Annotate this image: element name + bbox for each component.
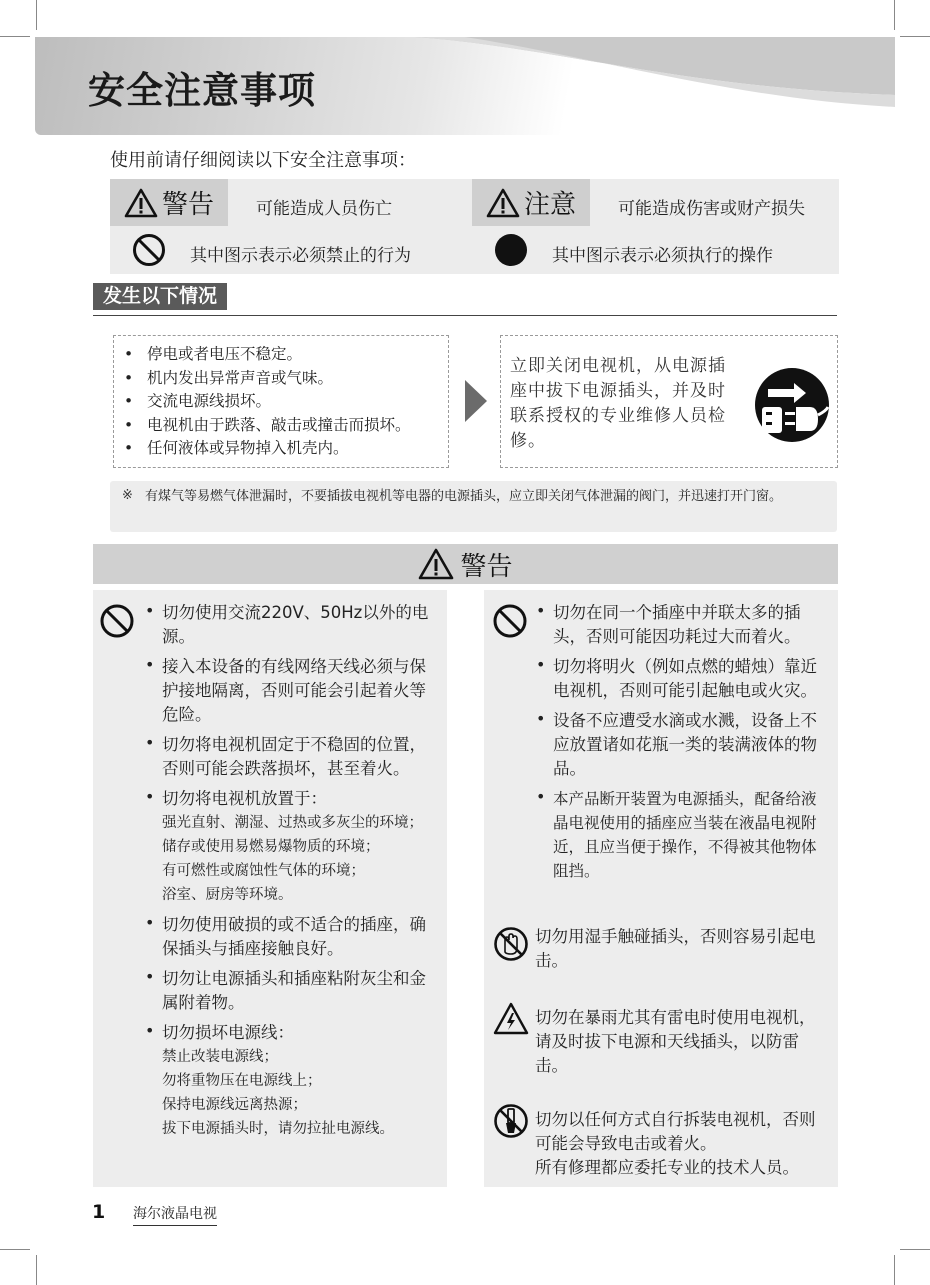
list-subitem: 强光直射、潮湿、过热或多灰尘的环境； [162,815,423,831]
page-title: 安全注意事项 [88,69,316,112]
warning-triangle-icon [418,548,454,580]
list-item [144,967,439,1015]
list-item-text: • 本产品断开装置为电源插头，配备给液晶电视使用的插座应当装在液晶电视附近，且应当便于操作，不得被其他物体阻挡。 [553,790,817,880]
mandatory-dot-icon [494,233,528,267]
crop-mark [0,36,30,37]
list-item [535,601,825,649]
list-item: • 机内发出异常声音或气味。 [122,367,411,391]
warning-desc: 可能造成人员伤亡 [256,199,392,219]
action-text: 立即关闭电视机，从电源插座中拔下电源插头，并及时联系授权的专业维修人员检修。 [510,356,726,451]
electric-shock-icon [493,1001,529,1037]
prohibited-icon [132,233,166,267]
list-item: • 停电或者电压不稳定。 [122,343,411,367]
list-item-text: • 切勿在同一个插座中并联太多的插头，否则可能因功耗过大而着火。 [553,603,801,646]
list-subitem: 拔下电源插头时，请勿拉扯电源线。 [162,1121,394,1137]
section-heading: 发生以下情况 [93,283,227,310]
arrow-right-icon [465,380,487,422]
caution-tag [472,179,590,226]
list-subitem: 储存或使用易燃易爆物质的环境； [162,839,380,855]
list-item: • 电视机由于跌落、敲击或撞击而损坏。 [122,414,411,438]
footer-brand: 海尔液晶电视 [133,1203,217,1226]
list-subitem: 禁止改装电源线； [162,1049,278,1065]
crop-mark [36,0,37,30]
prohibited-icon [492,603,528,639]
crop-mark [0,1249,30,1250]
warning-left-list [144,601,439,1147]
caution-tag-label: 注意 [523,190,576,220]
warning-triangle-icon [124,188,158,218]
warning-band [93,544,838,584]
lightning-text: 切勿在暴雨尤其有雷电时使用电视机，请及时拔下电源和天线插头，以防雷击。 [535,1008,816,1075]
list-subitem: 保持电源线远离热源； [162,1097,307,1113]
list-item: • 交流电源线损坏。 [122,390,411,414]
crop-mark [900,36,930,37]
list-item: • 任何液体或异物掉入机壳内。 [122,437,411,461]
situations-list [122,343,411,461]
wet-hands-text: 切勿用湿手触碰插头，否则容易引起电击。 [535,927,816,970]
caution-desc: 可能造成伤害或财产损失 [618,199,805,219]
list-item [144,1021,439,1141]
no-disassembly-icon [493,1103,529,1139]
list-item-text: • 切勿使用交流220V、50Hz以外的电源。 [162,603,429,646]
list-item-text: • 设备不应遭受水滴或水溅，设备上不应放置诸如花瓶一类的装满液体的物品。 [553,711,817,778]
mandatory-desc: 其中图示表示必须执行的操作 [552,246,773,266]
list-subitem: 浴室、厨房等环境。 [162,887,293,903]
list-item [144,733,439,781]
prohibited-desc: 其中图示表示必须禁止的行为 [190,246,411,266]
list-item-text: • 切勿将明火（例如点燃的蜡烛）靠近电视机，否则可能引起触电或火灾。 [553,657,817,700]
list-item [144,655,439,727]
list-item [535,655,825,703]
crop-mark [900,1249,930,1250]
list-item-text: • 切勿让电源插头和插座粘附灰尘和金属附着物。 [162,969,426,1012]
list-item-text: • 切勿损坏电源线： [162,1023,294,1042]
crop-mark [36,1255,37,1285]
no-wet-hands-icon [493,926,529,962]
disassemble-line-1: 切勿以任何方式自行拆装电视机，否则可能会导致电击或着火。 [535,1110,816,1153]
disassemble-text [535,1108,827,1180]
list-item [144,787,439,907]
section-rule [93,315,837,316]
crop-mark [894,0,895,30]
disassemble-line-2: 所有修理都应委托专业的技术人员。 [535,1158,799,1177]
list-item-text: • 切勿将电视机放置于： [162,789,327,808]
warning-right-list [535,601,825,889]
caution-triangle-icon [486,188,520,218]
list-item [535,709,825,781]
warning-tag [110,179,228,226]
list-item-text: • 切勿使用破损的或不适合的插座，确保插头与插座接触良好。 [162,915,426,958]
legend-warning [110,179,477,274]
list-item [144,913,439,961]
list-subitem: 勿将重物压在电源线上； [162,1073,322,1089]
prohibited-icon [99,603,135,639]
note-text: 有煤气等易燃气体泄漏时，不要插拔电视机等电器的电源插头，应立即关闭气体泄漏的阀门，并迅速打开门窗。 [145,489,783,504]
intro-text: 使用前请仔细阅读以下安全注意事项： [110,150,416,171]
list-item-text: • 切勿将电视机固定于不稳固的位置，否则可能会跌落损坏，甚至着火。 [162,735,426,778]
list-item [535,787,825,883]
list-item [144,601,439,649]
unplug-icon [754,367,830,443]
warning-band-title: 警告 [460,551,513,582]
note-mark: ※ [122,488,133,503]
crop-mark [894,1255,895,1285]
warning-tag-label: 警告 [161,190,214,220]
list-subitem: 有可燃性或腐蚀性气体的环境； [162,863,365,879]
legend-caution [472,179,839,274]
page-number: 1 [92,1201,106,1223]
list-item-text: • 接入本设备的有线网络天线必须与保护接地隔离，否则可能会引起着火等危险。 [162,657,426,724]
